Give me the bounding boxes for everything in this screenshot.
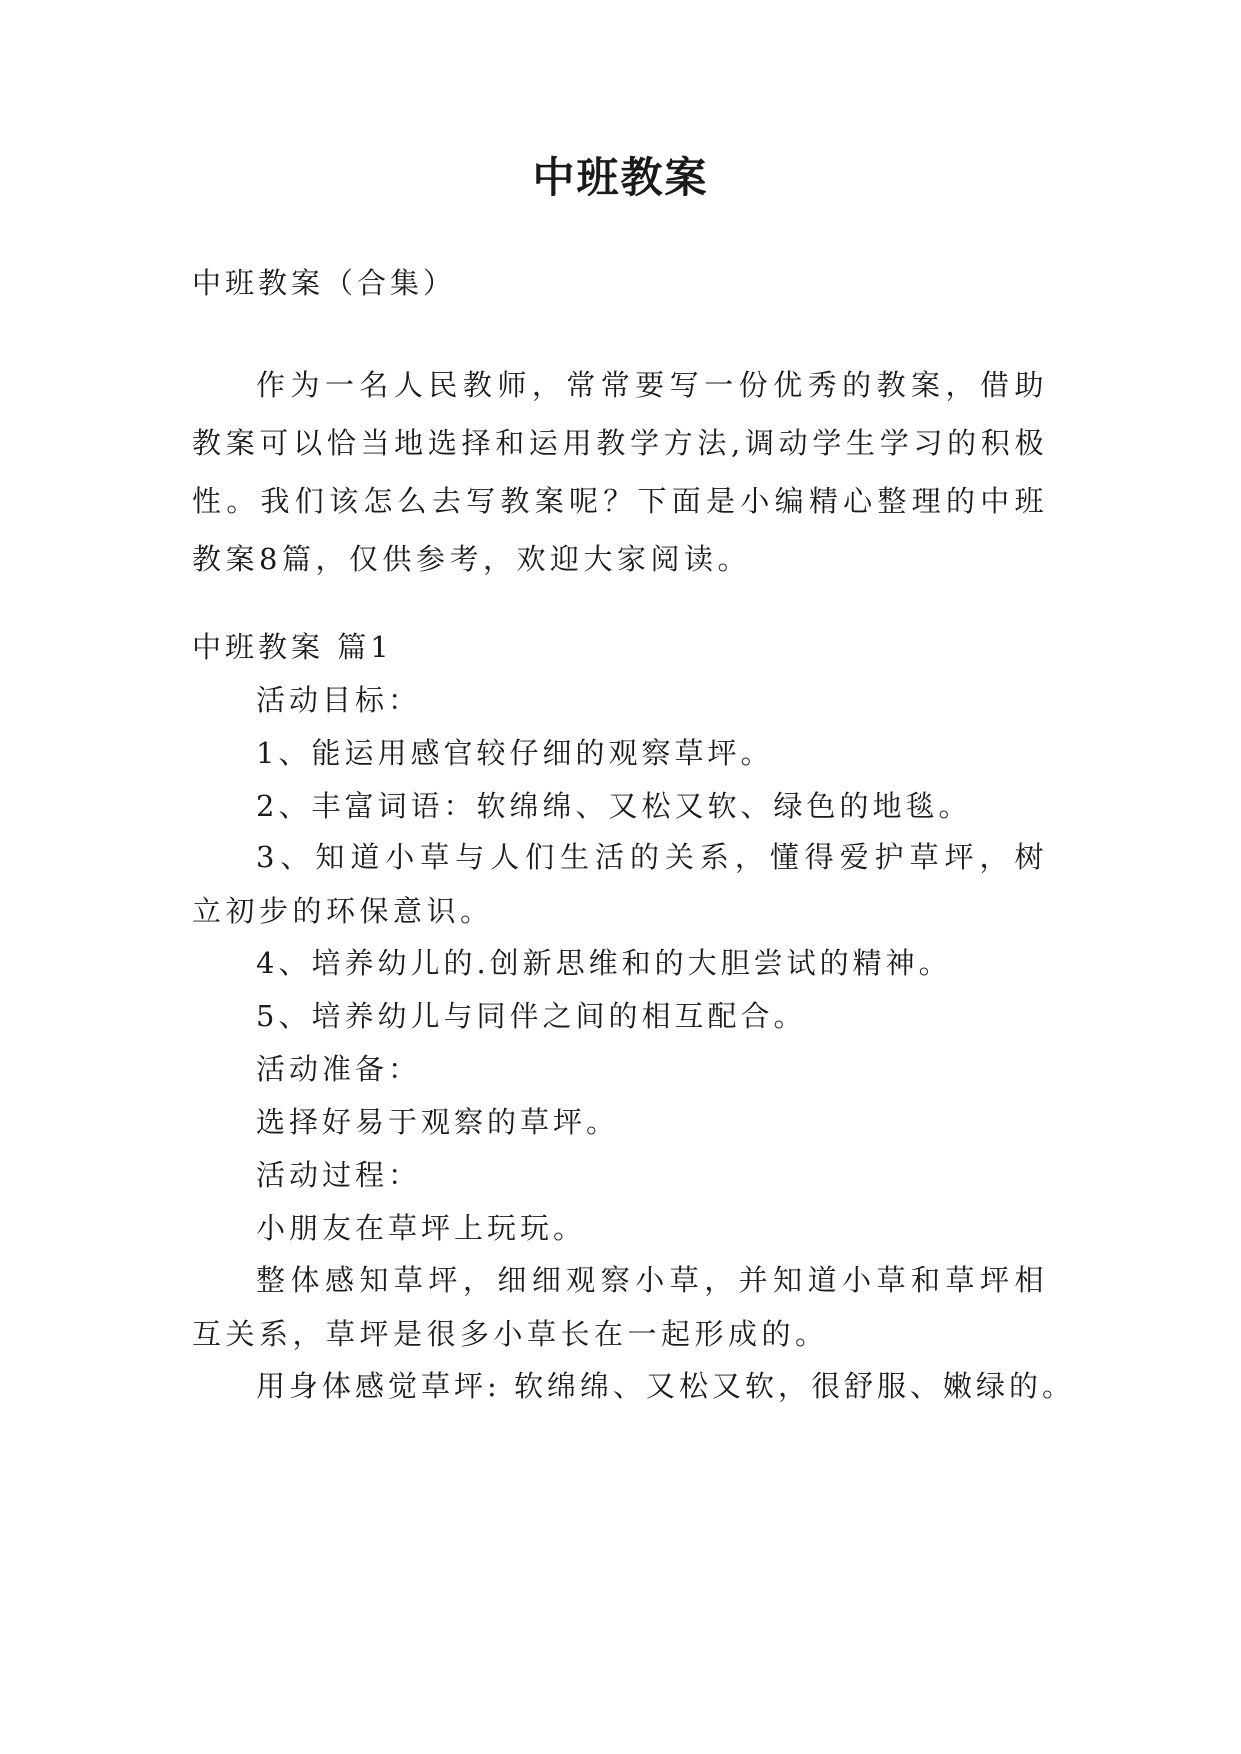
goal-item-4: 4、培养幼儿的.创新思维和的大胆尝试的精神。 [256,946,952,980]
goal-item-2: 2、丰富词语：软绵绵、又松又软、绿色的地毯。 [256,789,972,823]
prep-text: 选择好易于观察的草坪。 [256,1105,620,1139]
document-title: 中班教案 [532,153,709,202]
goal-item-3: 3、知道小草与人们生活的关系，懂得爱护草坪，树立初步的环保意识。 [192,840,1048,928]
process-step-3: 用身体感觉草坪: 软绵绵、又松又软，很舒服、嫩绿的。 [256,1369,1075,1403]
process-step-2: 整体感知草坪，细细观察小草，并知道小草和草坪相互关系，草坪是很多小草长在一起形成的。 [192,1263,1048,1351]
process-label: 活动过程： [256,1158,422,1192]
goal-item-1: 1、能运用感官较仔细的观察草坪。 [256,736,774,770]
prep-label: 活动准备： [256,1052,422,1086]
section-heading: 中班教案 篇1 [192,630,393,664]
intro-paragraph: 作为一名人民教师，常常要写一份优秀的教案，借助教案可以恰当地选择和运用教学方法,调动学生学习的积极性。我们该怎么去写教案呢？下面是小编精心整理的中班教案8篇，仅供参考，欢迎大家阅读。 [192,368,1048,576]
goal-label: 活动目标： [256,683,422,717]
document-subtitle: 中班教案（合集） [192,266,457,300]
process-step-1: 小朋友在草坪上玩玩。 [256,1211,587,1245]
goal-item-5: 5、培养幼儿与同伴之间的相互配合。 [256,999,807,1033]
